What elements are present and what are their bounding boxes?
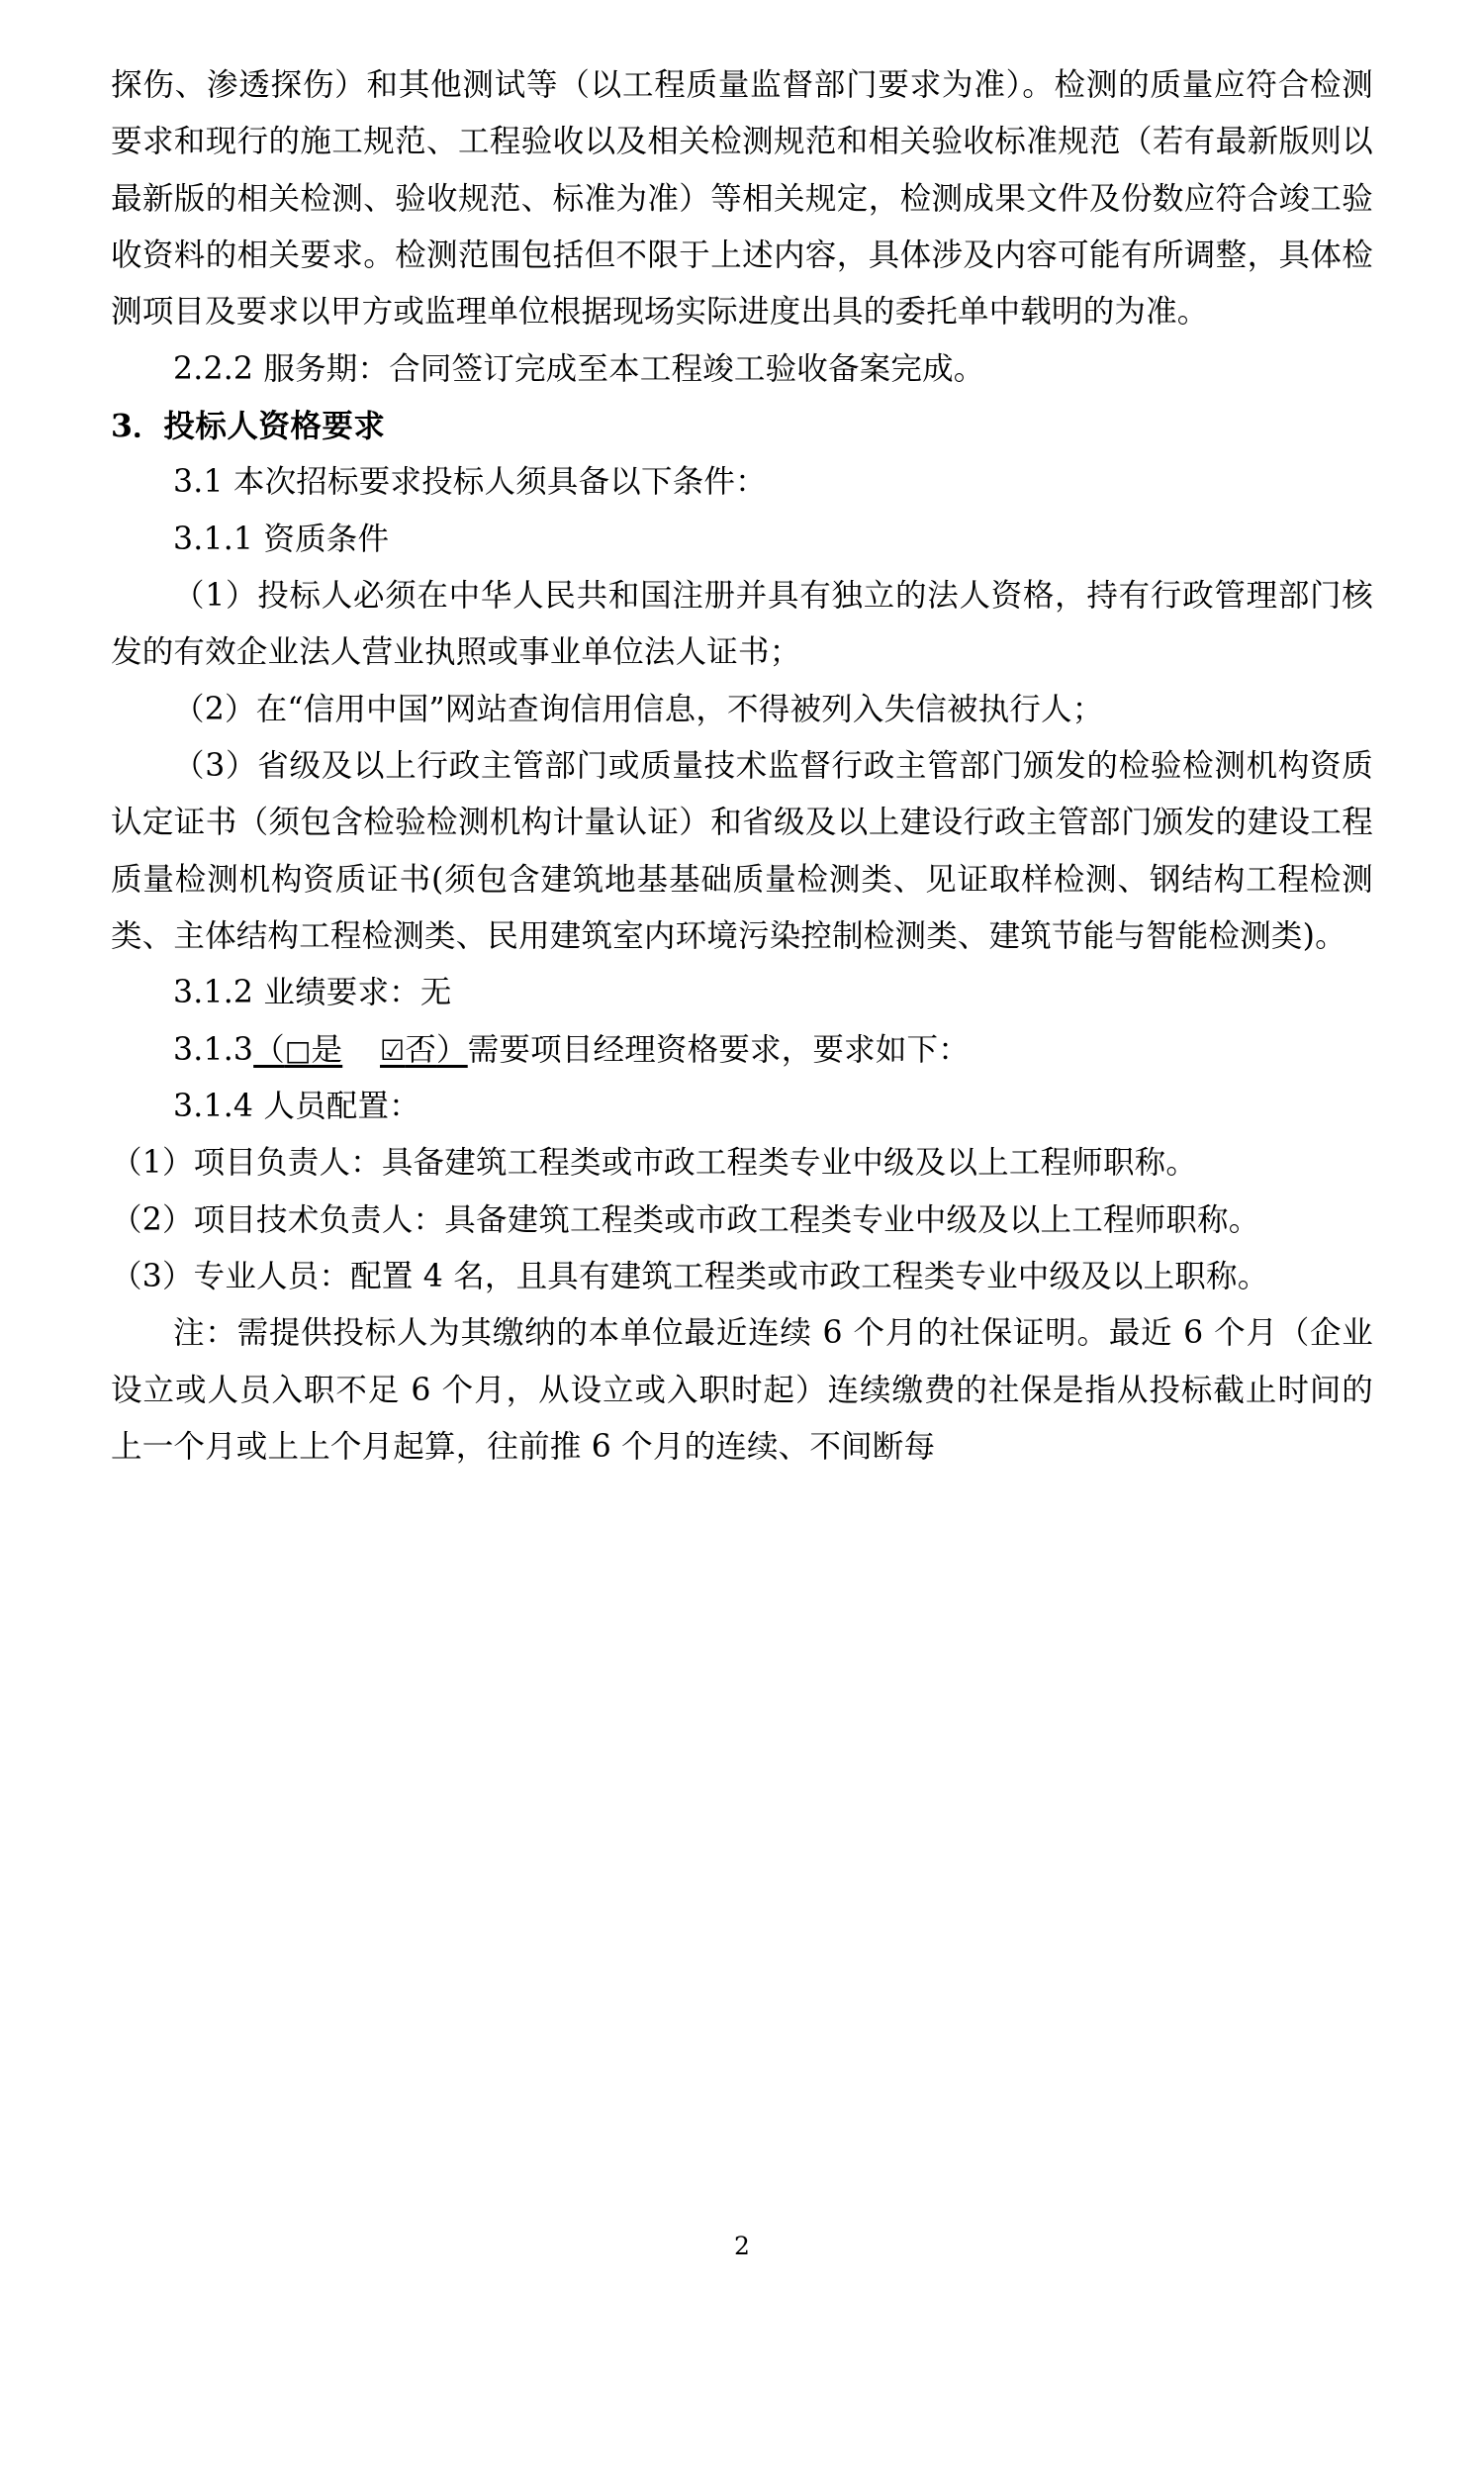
paragraph-3-1-4-item3: （3）专业人员：配置 4 名，且具有建筑工程类或市政工程类专业中级及以上职称。 <box>111 1258 1269 1294</box>
paragraph-3-1-2: 3.1.2 业绩要求：无 <box>173 975 452 1011</box>
paragraph-3-1-3 <box>111 1022 1373 1079</box>
paragraph-social-insurance-note: 注：需提供投标人为其缴纳的本单位最近连续 6 个月的社保证明。最近 6 个月（企业设立或人员入职不足 6 个月，从设立或入职时起）连续缴费的社保是指从投标截止时间的上一个月或上上个月起算，往前推 6 个月的连续、不间断每 <box>111 1315 1373 1465</box>
heading-title: 投标人资格要求 <box>163 407 386 444</box>
clause-313-number: 3.1.3 <box>173 1031 254 1068</box>
clause-313-tail: 需要项目经理资格要求，要求如下： <box>467 1031 970 1068</box>
heading-bidder-qualification <box>111 398 1373 454</box>
document-body <box>111 57 1373 1476</box>
project-manager-requirement-options[interactable] <box>253 1032 468 1068</box>
label-yes: 是 <box>311 1031 343 1068</box>
page-number: 2 <box>734 2232 750 2260</box>
label-no: 否 <box>405 1031 437 1068</box>
paragraph-3-1-4-item2: （2）项目技术负责人：具备建筑工程类或市政工程类专业中级及以上工程师职称。 <box>111 1201 1260 1238</box>
bracket-open: （ <box>253 1031 285 1068</box>
paragraph-3-1-1-item3: （3）省级及以上行政主管部门或质量技术监督行政主管部门颁发的检验检测机构资质认定证书（须包含检验检测机构计量认证）和省级及以上建设行政主管部门颁发的建设工程质量检测机构资质证书(须包含建筑地基基础质量检测类、见证取样检测、钢结构工程检测类、主体结构工程检测类、民用建筑室内环境污染控制检测类、建筑节能与智能检测类)。 <box>111 747 1373 954</box>
paragraph-3-1-4-item1: （1）项目负责人：具备建筑工程类或市政工程类专业中级及以上工程师职称。 <box>111 1145 1198 1182</box>
paragraph-detection-scope: 探伤、渗透探伤）和其他测试等（以工程质量监督部门要求为准）。检测的质量应符合检测要求和现行的施工规范、工程验收以及相关检测规范和相关验收标准规范（若有最新版则以最新版的相关检测、验收规范、标准为准）等相关规定，检测成果文件及份数应符合竣工验收资料的相关要求。检测范围包括但不限于上述内容，具体涉及内容可能有所调整，具体检测项目及要求以甲方或监理单位根据现场实际进度出具的委托单中载明的为准。 <box>111 67 1373 331</box>
paragraph-3-1: 3.1 本次招标要求投标人须具备以下条件： <box>173 464 767 501</box>
paragraph-3-1-4: 3.1.4 人员配置： <box>173 1088 420 1124</box>
paragraph-3-1-1-item2: （2）在“信用中国”网站查询信用信息，不得被列入失信被执行人； <box>173 691 1104 727</box>
heading-number: 3． <box>111 407 164 444</box>
paragraph-3-1-1-item1: （1）投标人必须在中华人民共和国注册并具有独立的法人资格，持有行政管理部门核发的有效企业法人营业执照或事业单位法人证书； <box>111 577 1373 671</box>
checkbox-no[interactable]: ☑ <box>380 1033 406 1067</box>
paragraph-3-1-1: 3.1.1 资质条件 <box>173 521 390 557</box>
bracket-close: ） <box>436 1031 468 1068</box>
checkbox-yes[interactable]: □ <box>284 1033 312 1067</box>
paragraph-service-period: 2.2.2 服务期：合同签订完成至本工程竣工验收备案完成。 <box>173 350 985 387</box>
